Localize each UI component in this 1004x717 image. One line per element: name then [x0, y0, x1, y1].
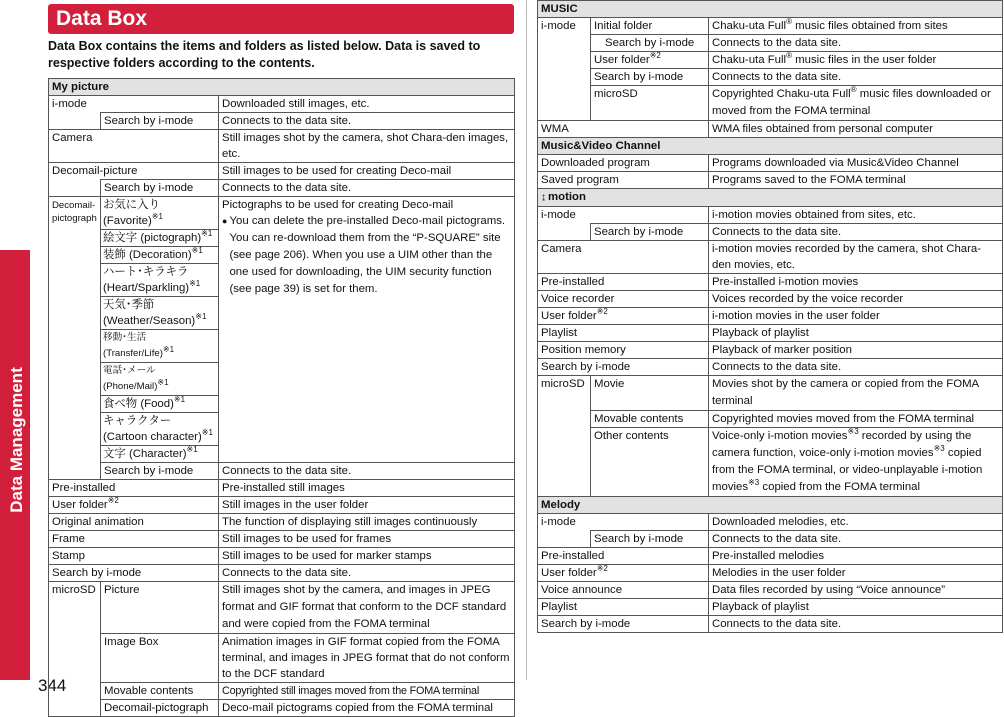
table-row: User folder$^{※2}$ Melodies in the user folder: [538, 565, 1003, 582]
table-row: Pre-installed Pre-installed still images: [49, 480, 515, 497]
table-row: Voice announce Data files recorded by using “Voice announce”: [538, 582, 1003, 599]
table-row: Search by i-mode Connects to the data site.: [538, 35, 1003, 52]
table-row: Frame Still images to be used for frames: [49, 531, 515, 548]
table-row: Search by i-mode Connects to the data site.: [538, 224, 1003, 241]
table-row: WMA WMA files obtained from personal computer: [538, 121, 1003, 138]
section-header: Music&Video Channel: [538, 138, 1003, 155]
table-row: Search by i-mode Connects to the data site.: [538, 531, 1003, 548]
table-row: Position memory Playback of marker position: [538, 342, 1003, 359]
table-row: Other contents Voice-only i-motion movies$^{※3}$ recorded by using the camera function, voice-only i-motion movies$^{※3}$ copied from the FOMA terminal, or video-unplayable i-motion movies$^{※3}$ copied from the FOMA terminal: [538, 428, 1003, 497]
table-row: Playlist Playback of playlist: [538, 325, 1003, 342]
table-row: Search by i-mode Connects to the data site.: [49, 180, 515, 197]
table-row: Search by i-mode Connects to the data site.: [538, 69, 1003, 86]
table-row: Search by i-mode Connects to the data site.: [538, 359, 1003, 376]
decopict-desc: Pictographs to be used for creating Deco-mail: [222, 199, 454, 211]
my-picture-table: My picture i-mode Downloaded still images, etc. Search by i-mode Connects to the data site. Camera Still images shot by the camera, shot Chara-den images, etc. Decomail-picture Still images to be used for creating Deco-mail Search by i-mode Connects to the data site. Decomail-pictograph お気に入り (Favorite)$^{※1}$ Pictographs to be used for creating Deco-mail ● You can delete the pre-installed Deco-mail pictograms. You can re-download them from the “P-SQUARE” site (see page 206). When you use a UIM other than the one used for downloading, the UIM security function (see page 39) is set for them. 絵文字 (pictograph)$^{※1}$ 装飾 (Decoration)$^{※1}$ ハート･キラキラ (Heart/Sparkling)$^{※1}$ 天気･季節 (Weather/Season)$^{※1}$ 移動･生活 (Transfer/Life)$^{※1}$ 電話･メール (Phone/Mail)$^{※1}$ 食べ物 (Food)$^{※1}$ キャラクター (Cartoon character)$^{※1}$ 文字 (Character)$^{※1}$ Search by i-mode Connects to the data site. Pre-installed Pre-installed still images User folder$^{※2}$ Still images in the user folder Original animation The function of displaying still images continuously Frame Still images to be used for frames Stamp Still images to be used for marker stamps Search by i-mode Connects to the data site. microSD Picture Still images shot by the camera, and images in JPEG format and GIF format that conform to the DCF standard and were copied from the FOMA terminal Image Box Animation images in GIF format copied from the FOMA terminal, and images in JPEG format that do not conform to the DCF standard Movable contents Copyrighted still images moved from the FOMA terminal Decomail-pictograph Deco-mail pictograms copied from the FOMA terminal: [48, 78, 515, 717]
table-row: Movable contents Copyrighted still images moved from the FOMA terminal: [49, 683, 515, 700]
table-row: Playlist Playback of playlist: [538, 599, 1003, 616]
table-row: Pre-installed Pre-installed melodies: [538, 548, 1003, 565]
table-row: Search by i-mode Connects to the data site.: [49, 113, 515, 130]
table-row: i-mode Downloaded still images, etc.: [49, 96, 515, 113]
table-row: Decomail-pictograph Deco-mail pictograms copied from the FOMA terminal: [49, 700, 515, 717]
decopict-note: ● You can delete the pre-installed Deco-mail pictograms. You can re-download them from the “P-SQUARE” site (see page 206). When you use a UIM other than the one used for downloading, the UIM security function (see page 39) is set for them.: [222, 213, 510, 298]
table-row: microSD Copyrighted Chaku-uta Full® music files downloaded or moved from the FOMA terminal: [538, 86, 1003, 121]
table-row: Voice recorder Voices recorded by the voice recorder: [538, 291, 1003, 308]
column-divider: [526, 0, 527, 680]
table-row: i-mode Initial folder Chaku-uta Full® music files obtained from sites: [538, 18, 1003, 35]
page-title: Data Box: [56, 7, 148, 30]
table-row: Search by i-mode Connects to the data site.: [538, 616, 1003, 633]
table-row: Search by i-mode Connects to the data site.: [49, 463, 515, 480]
table-row: User folder$^{※2}$ i-motion movies in the user folder: [538, 308, 1003, 325]
table-row: i-mode Downloaded melodies, etc.: [538, 514, 1003, 531]
table-row: Pre-installed Pre-installed i-motion movies: [538, 274, 1003, 291]
table-row: Camera i-motion movies recorded by the camera, shot Chara-den movies, etc.: [538, 241, 1003, 274]
music-video-table: [537, 0, 1003, 633]
section-header: ↨ motion: [538, 189, 1003, 207]
section-header: My picture: [49, 79, 515, 96]
side-tab-label: Data Management: [7, 367, 26, 513]
table-row: microSD Movie Movies shot by the camera or copied from the FOMA terminal: [538, 376, 1003, 411]
table-row: Stamp Still images to be used for marker stamps: [49, 548, 515, 565]
section-header: Melody: [538, 497, 1003, 514]
table-row: Saved program Programs saved to the FOMA terminal: [538, 172, 1003, 189]
page-number: 344: [38, 676, 67, 695]
table-row: i-mode i-motion movies obtained from sites, etc.: [538, 207, 1003, 224]
table-row: User folder$^{※2}$ Chaku-uta Full® music files in the user folder: [538, 52, 1003, 69]
table-row: Downloaded program Programs downloaded via Music&Video Channel: [538, 155, 1003, 172]
table-row: Original animation The function of displaying still images continuously: [49, 514, 515, 531]
page-title-bar: [48, 4, 514, 34]
i-mode-icon: ↨: [541, 192, 546, 203]
intro-text: Data Box contains the items and folders as listed below. Data is saved to respective folders according to the contents.: [48, 39, 481, 70]
side-tab: [0, 250, 30, 680]
table-row: Image Box Animation images in GIF format copied from the FOMA terminal, and images in JPEG format that do not conform to the DCF standard: [49, 634, 515, 683]
table-row: Camera Still images shot by the camera, shot Chara-den images, etc.: [49, 130, 515, 163]
table-row: Search by i-mode Connects to the data site.: [49, 565, 515, 582]
table-row: Decomail-picture Still images to be used for creating Deco-mail: [49, 163, 515, 180]
table-row: microSD Picture Still images shot by the camera, and images in JPEG format and GIF format that conform to the DCF standard and were copied from the FOMA terminal: [49, 582, 515, 634]
table-row: User folder$^{※2}$ Still images in the user folder: [49, 497, 515, 514]
table-row: Decomail-pictograph お気に入り (Favorite)$^{※1}$ Pictographs to be used for creating Deco-mail ● You can delete the pre-installed Deco-mail pictograms. You can re-download them from the “P-SQUARE” site (see page 206). When you use a UIM other than the one used for downloading, the UIM security function (see page 39) is set for them.: [49, 197, 515, 230]
table-row: Movable contents Copyrighted movies moved from the FOMA terminal: [538, 411, 1003, 428]
section-header: MUSIC: [538, 1, 1003, 18]
